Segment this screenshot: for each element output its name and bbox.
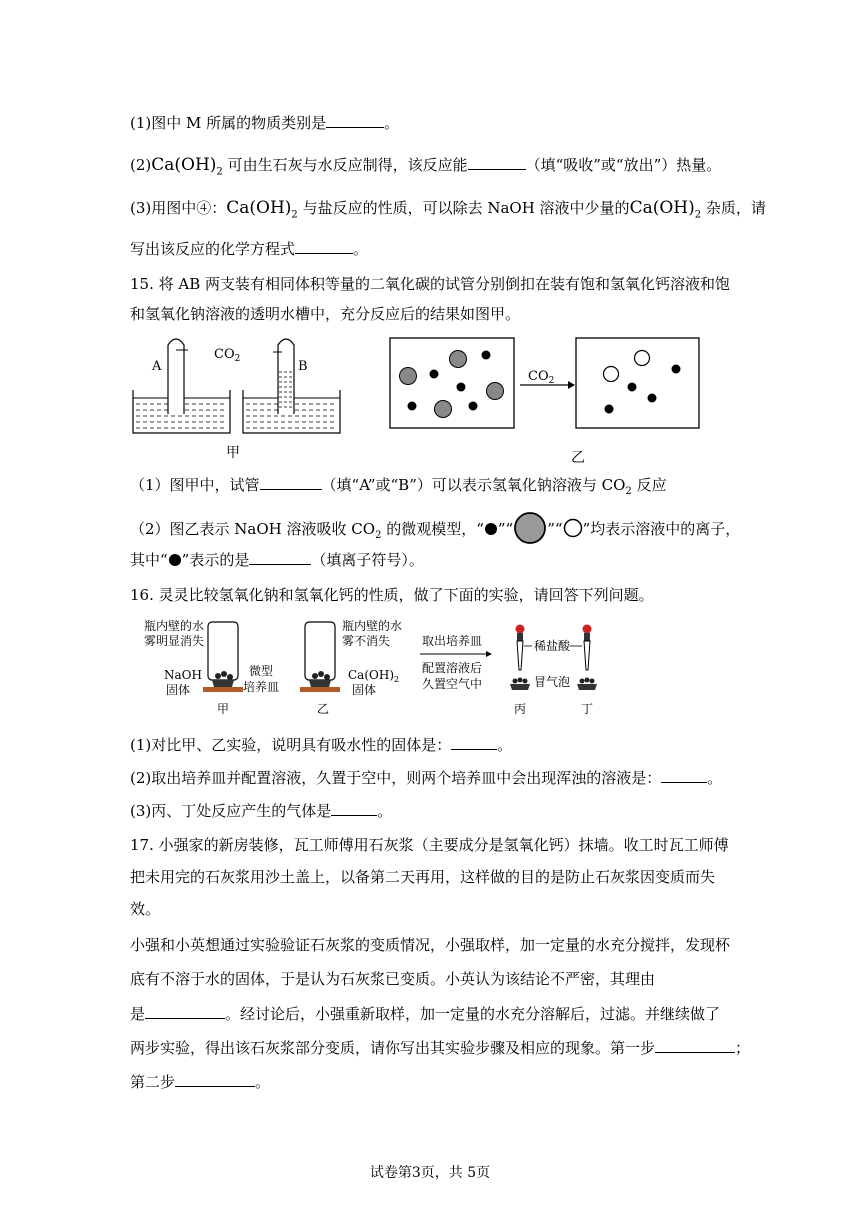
fig-label-yi: 乙 [571, 450, 585, 466]
q14-part3-cont: 写出该反应的化学方程式 。 [130, 237, 368, 260]
svg-text:乙: 乙 [317, 702, 330, 716]
q17-line-8: 第二步 。 [130, 1070, 270, 1093]
dropper-bulb [516, 625, 525, 634]
answer-blank[interactable] [468, 153, 526, 170]
small-ion [672, 365, 681, 374]
q15-part2: （2）图乙表示 NaOH 溶液吸收 $CO_2$ 的微观模型，“ ”“ ”“ ”均表示溶液中的离子， [130, 511, 740, 547]
answer-blank[interactable] [661, 766, 707, 783]
q17-line-1: 17. 小强家的新房装修，瓦工师傅用石灰浆（主要成分是氢氧化钙）抹墙。收工时瓦工师傅 [130, 836, 729, 854]
svg-text:B: B [298, 359, 308, 374]
svg-text:取出培养皿: 取出培养皿 [422, 634, 483, 648]
answer-blank[interactable] [175, 1070, 255, 1087]
large-ion [487, 383, 504, 400]
small-ion [605, 405, 614, 414]
q16-figure [130, 616, 620, 726]
dish-bing [510, 684, 530, 690]
q16-part1: (1)对比甲、乙实验，说明具有吸水性的固体是： 。 [130, 733, 512, 756]
q16-stem: 16. 灵灵比较氢氧化钠和氢氧化钙的性质，做了下面的实验，请回答下列问题。 [130, 586, 654, 604]
q15-figure-jia [130, 330, 350, 465]
dish-ding [577, 684, 597, 690]
svg-text:瓶内壁的水: 瓶内壁的水 [144, 619, 205, 633]
small-ion [408, 402, 417, 411]
co2-label: $CO_2$ [214, 347, 241, 364]
answer-blank[interactable] [249, 548, 311, 565]
white-ion [604, 367, 619, 382]
svg-text:瓶内壁的水: 瓶内壁的水 [342, 619, 403, 633]
small-ion [457, 383, 466, 392]
large-gray-ion-icon [513, 511, 547, 545]
q15-part1: （1）图甲中，试管 （填“A”或“B”）可以表示氢氧化钠溶液与 $CO_2$ 反应 [130, 473, 667, 503]
answer-blank[interactable] [451, 733, 497, 750]
q15-stem-1: 15. 将 AB 两支装有相同体积等量的二氧化碳的试管分别倒扣在装有饱和氢氧化钙溶液和饱 [130, 275, 731, 293]
formula-caoh2: $Ca(OH)_2$ [151, 155, 223, 178]
q14-part2: $(2)Ca(OH)_2$ 可由生石灰与水反应制得，该反应能 （填“吸收”或“放出”）热量。 [130, 155, 722, 178]
svg-text:久置空气中: 久置空气中 [422, 677, 483, 691]
q17-line-6: 是 。经讨论后，小强重新取样，加一定量的水充分溶解后，过滤。并继续做了 [130, 1002, 720, 1025]
trough-b [243, 339, 340, 433]
q17-line-3: 效。 [130, 900, 161, 918]
answer-blank[interactable] [145, 1002, 225, 1019]
svg-text:雾不消失: 雾不消失 [342, 634, 391, 648]
fig-label-jia: 甲 [226, 445, 240, 461]
answer-blank[interactable] [260, 473, 322, 490]
svg-text:丙: 丙 [514, 702, 527, 716]
svg-text:丁: 丁 [581, 702, 594, 716]
answer-blank[interactable] [655, 1036, 735, 1053]
small-ion [648, 394, 657, 403]
arrow-co2-label: $CO_2$ [528, 369, 555, 386]
large-ion [400, 368, 417, 385]
q15-figure-yi [388, 334, 718, 472]
formula-caoh2: $Ca(OH)_2$ [629, 198, 702, 221]
small-black-ion-icon [168, 553, 182, 567]
svg-text:培养皿: 培养皿 [243, 680, 280, 694]
q15-stem-2: 和氢氧化钠溶液的透明水槽中，充分反应后的结果如图甲。 [130, 305, 521, 323]
svg-text:Ca(OH)2: $Ca(OH)_2$ [348, 668, 400, 684]
large-ion [435, 401, 452, 418]
svg-text:稀盐酸: 稀盐酸 [534, 639, 571, 653]
small-ion [469, 402, 478, 411]
svg-text:冒气泡: 冒气泡 [534, 675, 571, 689]
formula-caoh2: $Ca(OH)_2$ [226, 198, 298, 221]
svg-text:固体: 固体 [352, 683, 377, 697]
svg-text:微型: 微型 [249, 664, 274, 678]
dropper-bulb [583, 625, 592, 634]
large-ion [450, 351, 467, 368]
svg-text:A: A [152, 359, 162, 374]
svg-text:NaOH: NaOH [164, 668, 202, 682]
q17-line-5: 底有不溶于水的固体，于是认为石灰浆已变质。小英认为该结论不严密，其理由 [130, 970, 656, 988]
q17-line-7: 两步实验，得出该石灰浆部分变质，请你写出其实验步骤及相应的现象。第一步 ； [130, 1036, 750, 1059]
small-ion [628, 383, 637, 392]
q15-part2-cont: 其中“ ”表示的是 （填离子符号）。 [130, 548, 424, 571]
q17-line-2: 把未用完的石灰浆用沙土盖上，以备第二天再用，这样做的目的是防止石灰浆因变质而失 [130, 868, 716, 886]
q16-part3: (3)丙、丁处反应产生的气体是 。 [130, 799, 392, 822]
q14-part3: (3)用图中④：$Ca(OH)_2$ 与盐反应的性质，可以除去 NaOH 溶液中少量的$Ca(OH)_2$ 杂质，请 [130, 198, 766, 221]
small-black-ion-icon [484, 522, 498, 536]
svg-text:甲: 甲 [217, 702, 230, 716]
svg-text:配置溶液后: 配置溶液后 [422, 661, 483, 675]
answer-blank[interactable] [331, 799, 377, 816]
white-ion-icon [563, 518, 583, 538]
svg-text:固体: 固体 [166, 683, 191, 697]
q16-part2: (2)取出培养皿并配置溶液，久置于空中，则两个培养皿中会出现浑浊的溶液是： 。 [130, 766, 722, 789]
small-ion [430, 370, 439, 379]
answer-blank[interactable] [295, 237, 353, 254]
svg-text:雾明显消失: 雾明显消失 [144, 634, 205, 648]
white-ion [635, 351, 650, 366]
small-ion [482, 351, 491, 360]
answer-blank[interactable] [326, 111, 384, 128]
q17-line-4: 小强和小英想通过实验验证石灰浆的变质情况，小强取样，加一定量的水充分搅拌，发现杯 [130, 936, 731, 954]
page-footer: 试卷第3页，共 5页 [369, 1165, 491, 1181]
dish-yi [309, 680, 331, 687]
q14-part1: (1)图中 M 所属的物质类别是 。 [130, 111, 399, 134]
dish-jia [212, 680, 234, 687]
